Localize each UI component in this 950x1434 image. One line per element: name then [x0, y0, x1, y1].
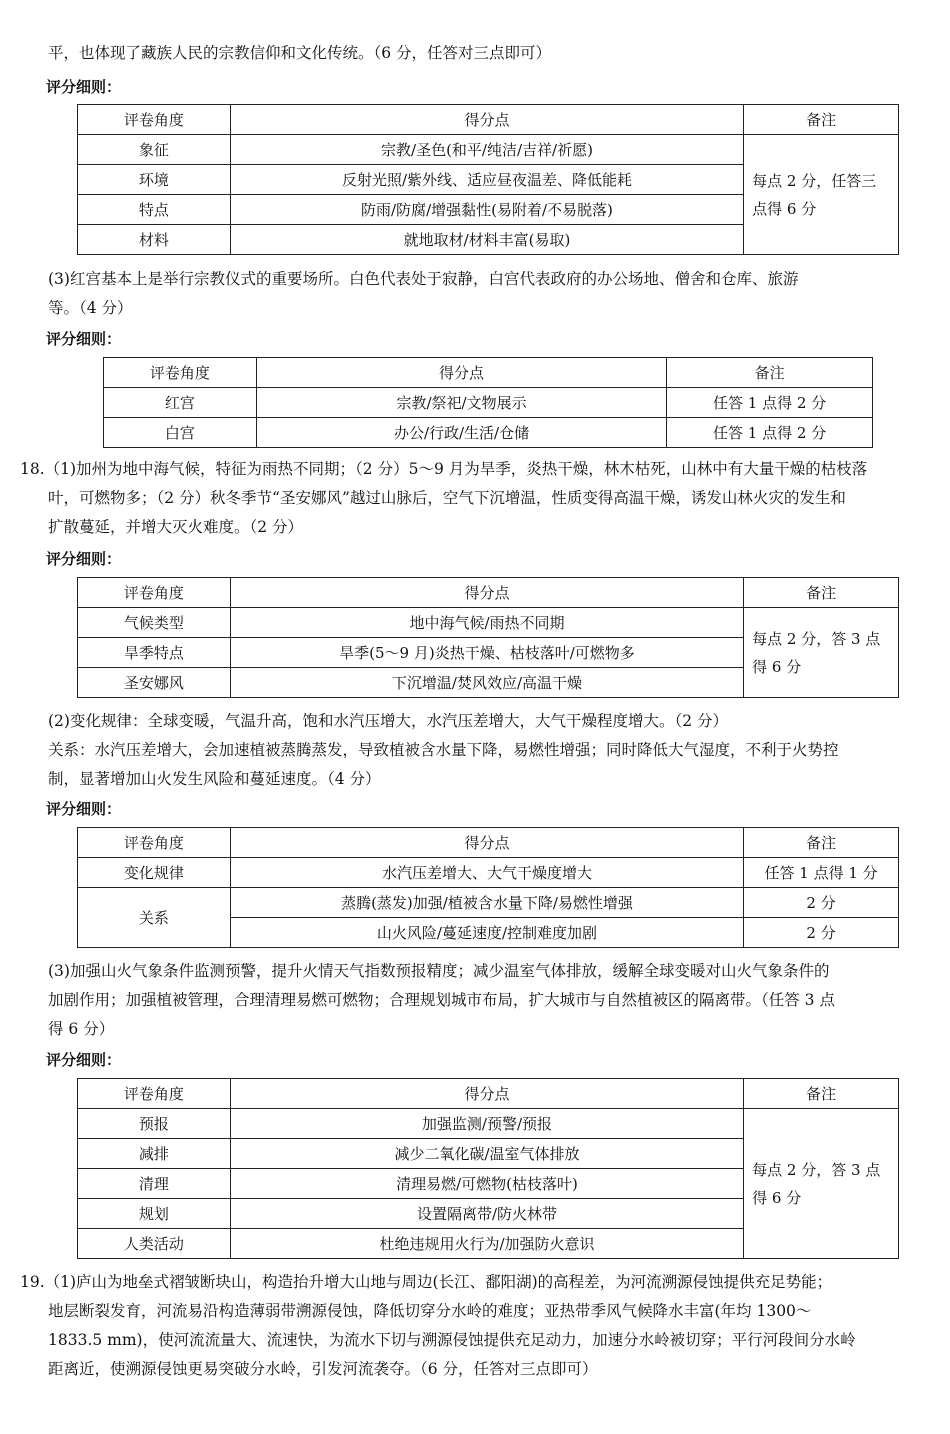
scoring-table-17-3: [103, 357, 873, 448]
cell-note: [744, 135, 899, 255]
scoring-table-18-1: [77, 577, 899, 698]
cell-angle: 气候类型: [78, 608, 231, 638]
table-row: [78, 888, 899, 918]
text-line: 平，也体现了藏族人民的宗教信仰和文化传统。（6 分，任答对三点即可）: [48, 44, 552, 62]
header-points: 得分点: [230, 1079, 743, 1109]
header-angle: 评卷角度: [78, 1079, 231, 1109]
note-line: 得 6 分: [752, 1188, 802, 1207]
header-points: 得分点: [256, 358, 666, 388]
text-line: 得 6 分）: [48, 1020, 115, 1038]
note-line: 得 6 分: [752, 657, 802, 676]
text-line: 加剧作用；加强植被管理，合理清理易燃可燃物；合理规划城市布局，扩大城市与自然植被区的隔离带。（任答 3 点: [48, 991, 835, 1009]
header-angle: 评卷角度: [78, 105, 231, 135]
cell-angle: 人类活动: [78, 1229, 231, 1259]
cell-points: 旱季(5～9 月)炎热干燥、枯枝落叶/可燃物多: [230, 638, 743, 668]
cell-note: 任答 1 点得 1 分: [744, 858, 899, 888]
header-angle: 评卷角度: [78, 828, 231, 858]
q18-1-answer: [20, 455, 932, 542]
cell-angle: 特点: [78, 195, 231, 225]
rubric-heading: 评分细则：: [46, 78, 122, 96]
table-row: [78, 858, 899, 888]
q18-3-answer: [48, 957, 938, 1044]
table-header-row: [104, 358, 873, 388]
cell-points: 反射光照/紫外线、适应昼夜温差、降低能耗: [230, 165, 743, 195]
rubric-heading: 评分细则：: [46, 1051, 122, 1069]
table-header-row: [78, 578, 899, 608]
cell-angle: 白宫: [104, 418, 257, 448]
cell-angle: 圣安娜风: [78, 668, 231, 698]
cell-points: 地中海气候/雨热不同期: [230, 608, 743, 638]
cell-note: 任答 1 点得 2 分: [667, 418, 873, 448]
note-line: 每点 2 分，答 3 点: [752, 1160, 881, 1179]
cell-angle: 规划: [78, 1199, 231, 1229]
header-note: 备注: [744, 105, 899, 135]
text-line: 地层断裂发育，河流易沿构造薄弱带溯源侵蚀，降低切穿分水岭的难度；亚热带季风气候降水丰富(年均 1300～: [48, 1302, 812, 1320]
table-header-row: [78, 105, 899, 135]
table-header-row: [78, 828, 899, 858]
cell-points: 办公/行政/生活/仓储: [256, 418, 666, 448]
text-line: 扩散蔓延，并增大灭火难度。（2 分）: [48, 518, 304, 536]
table-row: [78, 1109, 899, 1139]
cell-points: 加强监测/预警/预报: [230, 1109, 743, 1139]
table-header-row: [78, 1079, 899, 1109]
cell-angle: 预报: [78, 1109, 231, 1139]
cell-points: 蒸腾(蒸发)加强/植被含水量下降/易燃性增强: [230, 888, 743, 918]
cell-angle: 减排: [78, 1139, 231, 1169]
cell-note: [744, 1109, 899, 1259]
cell-note: 任答 1 点得 2 分: [667, 388, 873, 418]
header-points: 得分点: [230, 828, 743, 858]
header-note: 备注: [744, 1079, 899, 1109]
cell-angle: 材料: [78, 225, 231, 255]
cell-angle: 红宫: [104, 388, 257, 418]
text-line: 制，显著增加山火发生风险和蔓延速度。（4 分）: [48, 770, 381, 788]
text-line: 叶，可燃物多；（2 分）秋冬季节“圣安娜风”越过山脉后，空气下沉增温，性质变得高温干燥，诱发山林火灾的发生和: [48, 489, 846, 507]
header-angle: 评卷角度: [104, 358, 257, 388]
header-note: 备注: [744, 578, 899, 608]
text-line: 等。（4 分）: [48, 299, 133, 317]
q19-1-answer: [20, 1268, 938, 1384]
cell-angle: 关系: [78, 888, 231, 948]
header-points: 得分点: [230, 105, 743, 135]
cell-points: 宗教/圣色(和平/纯洁/吉祥/祈愿): [230, 135, 743, 165]
cell-angle: 环境: [78, 165, 231, 195]
cell-points: 设置隔离带/防火林带: [230, 1199, 743, 1229]
note-line: 每点 2 分，答 3 点: [752, 629, 881, 648]
scoring-table-17-2: [77, 104, 899, 255]
cell-angle: 清理: [78, 1169, 231, 1199]
text-line: 19.（1)庐山为地垒式褶皱断块山，构造抬升增大山地与周边(长江、鄱阳湖)的高程差，为河流溯源侵蚀提供充足势能；: [20, 1273, 833, 1291]
cell-note: [744, 608, 899, 698]
cell-points: 清理易燃/可燃物(枯枝落叶): [230, 1169, 743, 1199]
rubric-heading: 评分细则：: [46, 800, 122, 818]
table-row: [78, 135, 899, 165]
text-line: 18.（1)加州为地中海气候，特征为雨热不同期；（2 分）5～9 月为旱季，炎热干燥，林木枯死，山林中有大量干燥的枯枝落: [20, 460, 868, 478]
q17-answer-continuation: [48, 39, 908, 68]
scoring-table-18-2: [77, 827, 899, 948]
cell-points: 就地取材/材料丰富(易取): [230, 225, 743, 255]
header-note: 备注: [667, 358, 873, 388]
rubric-heading: 评分细则：: [46, 330, 122, 348]
table-row: [104, 388, 873, 418]
cell-points: 宗教/祭祀/文物展示: [256, 388, 666, 418]
cell-note: 2 分: [744, 918, 899, 948]
q18-2-answer: [48, 707, 918, 794]
header-note: 备注: [744, 828, 899, 858]
cell-points: 防雨/防腐/增强黏性(易附着/不易脱落): [230, 195, 743, 225]
cell-angle: 象征: [78, 135, 231, 165]
note-line: 每点 2 分，任答三: [752, 171, 877, 190]
cell-points: 杜绝违规用火行为/加强防火意识: [230, 1229, 743, 1259]
header-points: 得分点: [230, 578, 743, 608]
cell-points: 山火风险/蔓延速度/控制难度加剧: [230, 918, 743, 948]
cell-points: 水汽压差增大、大气干燥度增大: [230, 858, 743, 888]
rubric-heading: 评分细则：: [46, 550, 122, 568]
header-angle: 评卷角度: [78, 578, 231, 608]
cell-note: 2 分: [744, 888, 899, 918]
table-row: [104, 418, 873, 448]
text-line: (3)红宫基本上是举行宗教仪式的重要场所。白色代表处于寂静，白宫代表政府的办公场地、僧舍和仓库、旅游: [48, 270, 799, 288]
text-line: (3)加强山火气象条件监测预警，提升火情天气指数预报精度；减少温室气体排放，缓解全球变暖对山火气象条件的: [48, 962, 830, 980]
cell-angle: 旱季特点: [78, 638, 231, 668]
cell-angle: 变化规律: [78, 858, 231, 888]
text-line: 距离近，使溯源侵蚀更易突破分水岭，引发河流袭夺。（6 分，任答对三点即可）: [48, 1360, 598, 1378]
scoring-table-18-3: [77, 1078, 899, 1259]
q17-3-answer: [48, 265, 918, 323]
text-line: (2)变化规律：全球变暖，气温升高，饱和水汽压增大，水汽压差增大，大气干燥程度增大。（2 分）: [48, 712, 728, 730]
cell-points: 减少二氧化碳/温室气体排放: [230, 1139, 743, 1169]
note-line: 点得 6 分: [752, 199, 817, 218]
cell-points: 下沉增温/焚风效应/高温干燥: [230, 668, 743, 698]
text-line: 关系：水汽压差增大，会加速植被蒸腾蒸发，导致植被含水量下降，易燃性增强；同时降低大气湿度，不利于火势控: [48, 741, 839, 759]
text-line: 1833.5 mm)，使河流流量大、流速快，为流水下切与溯源侵蚀提供充足动力，加速分水岭被切穿；平行河段间分水岭: [48, 1331, 856, 1349]
table-row: [78, 608, 899, 638]
